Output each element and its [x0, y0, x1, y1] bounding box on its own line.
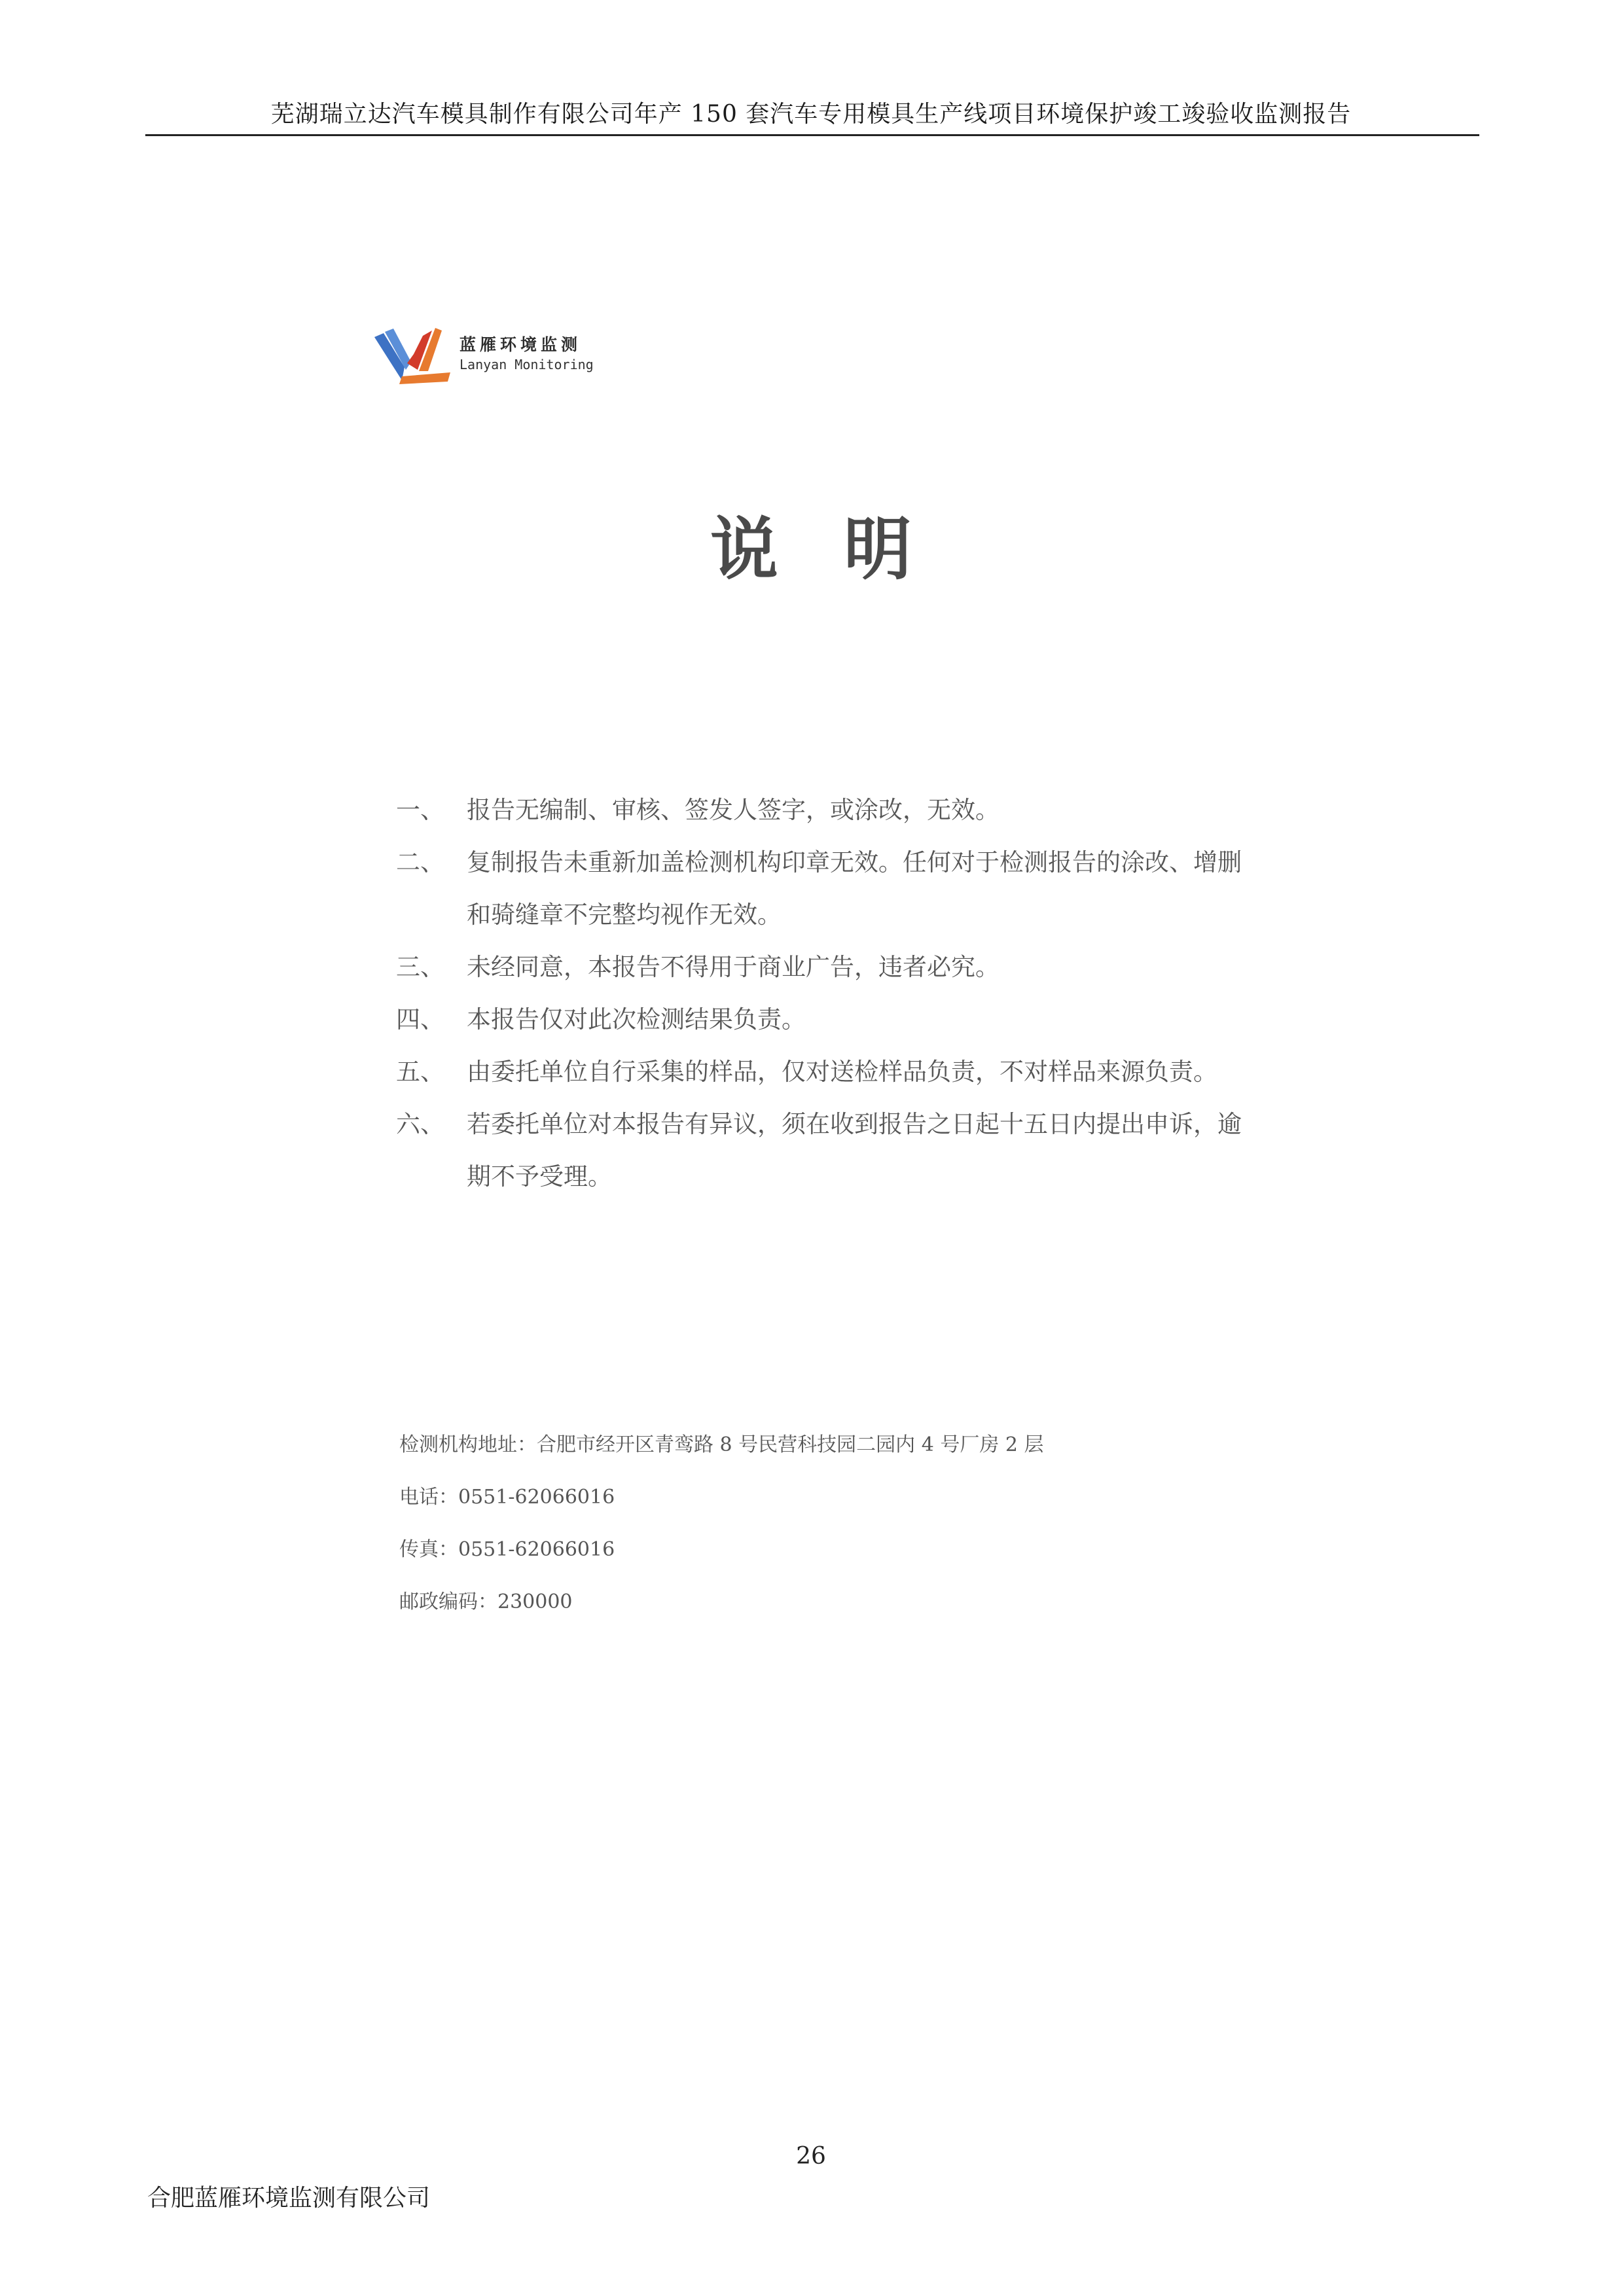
contact-phone: 电话：0551-62066016: [399, 1486, 615, 1509]
list-item-number: 二、: [396, 848, 444, 876]
list-item: [396, 836, 1247, 941]
list-item: [396, 1046, 1247, 1098]
yl-monogram-logo: [373, 324, 455, 386]
list-item: [396, 784, 1247, 836]
contact-postcode: 邮政编码：230000: [399, 1590, 573, 1613]
list-item-text: 本报告仅对此次检测结果负责。: [467, 1005, 806, 1033]
list-item-text: 由委托单位自行采集的样品，仅对送检样品负责，不对样品来源负责。: [467, 1058, 1217, 1086]
contact-address: 检测机构地址：合肥市经开区青鸾路 8 号民营科技园二园内 4 号厂房 2 层: [399, 1433, 1044, 1456]
list-item-text: 复制报告未重新加盖检测机构印章无效。任何对于检测报告的涂改、增删和骑缝章不完整均视作无效。: [467, 848, 1242, 929]
company-logo: [373, 324, 648, 389]
list-item: [396, 994, 1247, 1046]
header-divider: [145, 134, 1479, 136]
contact-info: [399, 1419, 1043, 1628]
list-item-number: 一、: [396, 796, 444, 824]
contact-fax: 传真：0551-62066016: [399, 1538, 615, 1561]
list-item-text: 若委托单位对本报告有异议，须在收到报告之日起十五日内提出申诉，逾期不予受理。: [467, 1110, 1242, 1191]
list-item-number: 三、: [396, 953, 444, 981]
list-item-text: 未经同意，本报告不得用于商业广告，违者必究。: [467, 953, 1000, 981]
page-number: 26: [796, 2143, 826, 2170]
list-item-number: 四、: [396, 1005, 444, 1033]
list-item-number: 五、: [396, 1058, 444, 1086]
running-header: 芜湖瑞立达汽车模具制作有限公司年产 150 套汽车专用模具生产线项目环境保护竣工竣验收监测报告: [270, 101, 1352, 128]
list-item: [396, 941, 1247, 994]
footer-company: 合肥蓝雁环境监测有限公司: [147, 2185, 431, 2212]
list-item-number: 六、: [396, 1110, 444, 1138]
logo-english-name: Lanyan Monitoring: [460, 357, 594, 372]
page-title: 说明: [710, 509, 977, 589]
list-item-text: 报告无编制、审核、签发人签字，或涂改，无效。: [467, 796, 1000, 824]
notice-list: [396, 784, 1247, 1203]
list-item: [396, 1098, 1247, 1203]
logo-chinese-name: 蓝雁环境监测: [460, 335, 582, 354]
